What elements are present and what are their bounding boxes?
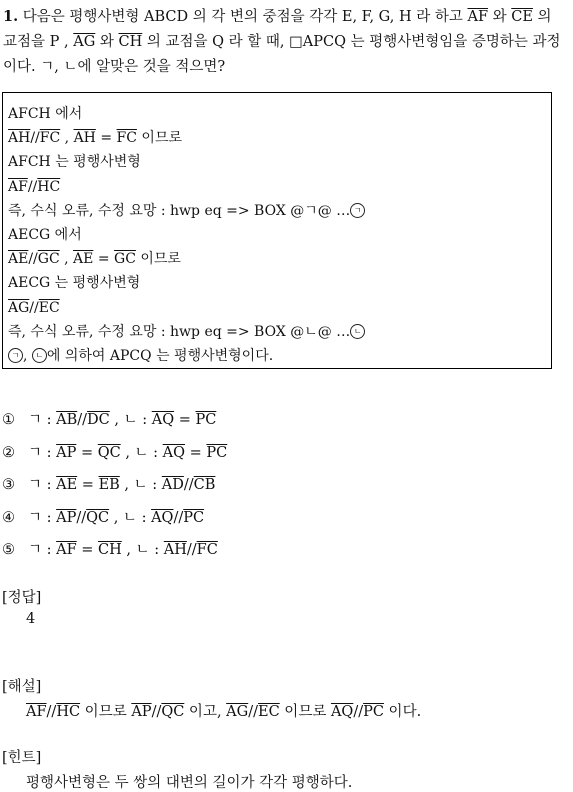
choice-option[interactable] <box>2 534 227 567</box>
proof-text: 이므로 <box>135 251 181 268</box>
explanation-part: 이므로 <box>279 704 331 720</box>
choice-label: ㄱ : <box>28 477 57 493</box>
proof-line: AFCH 는 평행사변형 <box>8 154 141 171</box>
choice-label: , ㄴ : <box>121 542 164 558</box>
circled-mark: ㄴ <box>350 324 365 339</box>
segment: $\overline{AB}$ <box>56 412 78 428</box>
segment: $\overline{AQ}$ <box>330 704 354 720</box>
circled-mark: ㄱ <box>8 348 23 363</box>
question-part: 의 교점을 Q 라 할 때, □APCQ 는 평행사변형임을 증명하는 과정이다. ㄱ, ㄴ에 알맞은 것을 적으면? <box>3 34 561 75</box>
answer-section <box>2 586 41 627</box>
segment: $\overline{FC}$ <box>196 542 218 558</box>
operator: // <box>30 130 40 147</box>
proof-text: 에 의하여 APCQ 는 평행사변형이다. <box>46 347 274 364</box>
proof-line <box>8 247 551 271</box>
choice-number: ⑤ <box>2 542 15 558</box>
choice-option[interactable] <box>2 404 227 437</box>
choice-label: , ㄴ : <box>120 444 163 461</box>
segment: $\overline{EC}$ <box>38 299 60 316</box>
segment: $\overline{PC}$ <box>195 412 217 428</box>
error-text: 즉, 수식 오류, 수정 요망 : hwp eq => BOX @ㄴ@ … <box>8 323 351 340</box>
question-text <box>3 4 569 80</box>
segment: $\overline{AP}$ <box>56 444 77 461</box>
segment: $\overline{AF}$ <box>467 9 489 25</box>
choice-label: , ㄴ : <box>109 412 152 428</box>
question-part: 와 <box>488 9 512 25</box>
segment: $\overline{AQ}$ <box>162 444 186 461</box>
hint-section <box>2 746 352 792</box>
explanation-text <box>2 700 421 721</box>
segment: $\overline{AF}$ <box>56 542 77 558</box>
segment: $\overline{AG}$ <box>226 704 249 720</box>
operator: // <box>77 412 88 428</box>
segment: $\overline{EC}$ <box>258 704 280 720</box>
proof-line: AECG 는 평행사변형 <box>8 275 141 292</box>
segment: $\overline{PC}$ <box>363 704 384 720</box>
segment: $\overline{CH}$ <box>118 34 143 50</box>
explanation-label: [해설] <box>2 679 42 695</box>
choice-label: , ㄴ : <box>119 477 162 493</box>
segment: $\overline{AG}$ <box>73 34 96 50</box>
segment: $\overline{HC}$ <box>56 704 81 720</box>
choice-option[interactable] <box>2 469 227 502</box>
segment: $\overline{GC}$ <box>37 251 60 268</box>
operator: // <box>76 509 87 526</box>
segment: $\overline{QC}$ <box>161 704 185 720</box>
answer-label: [정답] <box>2 590 42 606</box>
segment: $\overline{AD}$ <box>161 477 184 493</box>
operator: // <box>353 704 364 720</box>
segment: $\overline{AH}$ <box>73 130 96 147</box>
operator: // <box>186 542 197 558</box>
segment: $\overline{FC}$ <box>116 130 137 147</box>
proof-line: AECG 에서 <box>8 226 82 243</box>
operator: = <box>93 251 115 268</box>
proof-line: AFCH 에서 <box>8 106 83 122</box>
operator: // <box>46 704 57 720</box>
choice-number: ④ <box>2 509 15 526</box>
error-text: 즉, 수식 오류, 수정 요망 : hwp eq => BOX @ㄱ@ … <box>8 202 351 219</box>
proof-text: 이므로 <box>136 130 182 147</box>
choice-option[interactable] <box>2 437 227 470</box>
operator: = <box>95 130 117 147</box>
segment: $\overline{PC}$ <box>206 444 228 461</box>
choice-number: ③ <box>2 477 15 493</box>
operator: = <box>77 477 99 493</box>
choice-label: ㄱ : <box>28 509 57 526</box>
proof-line <box>8 296 551 320</box>
explanation-section <box>2 675 421 721</box>
segment: $\overline{AF}$ <box>8 178 28 195</box>
separator: , <box>60 130 74 147</box>
proof-line <box>8 126 551 150</box>
operator: // <box>29 299 39 316</box>
explanation-part: 이다. <box>383 704 422 720</box>
segment: $\overline{AE}$ <box>8 251 29 268</box>
segment: $\overline{AP}$ <box>131 704 152 720</box>
segment: $\overline{AG}$ <box>8 299 30 316</box>
explanation-part: 이고, <box>184 704 227 720</box>
question-number: 1. <box>3 8 19 25</box>
choice-label: ㄱ : <box>28 542 57 558</box>
operator: // <box>173 509 184 526</box>
choice-option[interactable] <box>2 502 227 535</box>
segment: $\overline{EB}$ <box>98 477 120 493</box>
segment: $\overline{AQ}$ <box>151 412 175 428</box>
hint-label: [힌트] <box>2 750 42 766</box>
operator: = <box>76 542 99 558</box>
circled-mark: ㄱ <box>350 203 365 218</box>
choices-list <box>2 404 227 567</box>
segment: $\overline{DC}$ <box>87 412 110 428</box>
hint-text: 평행사변형은 두 쌍의 대변의 길이가 각각 평행하다. <box>26 775 353 791</box>
operator: = <box>174 412 196 428</box>
operator: // <box>151 704 162 720</box>
segment: $\overline{GC}$ <box>114 251 136 268</box>
answer-value: 4 <box>26 611 36 627</box>
choice-number: ② <box>2 444 15 461</box>
segment: $\overline{AF}$ <box>26 704 47 720</box>
separator: , <box>23 347 32 364</box>
segment: $\overline{AE}$ <box>73 251 94 268</box>
proof-line <box>8 344 551 368</box>
segment: $\overline{AQ}$ <box>151 509 174 526</box>
segment: $\overline{QC}$ <box>86 509 110 526</box>
operator: // <box>28 251 38 268</box>
choice-number: ① <box>2 412 15 428</box>
question-part: 의 교점을 P , <box>3 9 552 50</box>
choice-label: , ㄴ : <box>109 509 152 526</box>
proof-line <box>8 320 551 344</box>
proof-line <box>8 175 551 199</box>
question-part: 다음은 평행사변형 ABCD 의 각 변의 중점을 각각 E, F, G, H 라 하고 <box>18 9 468 25</box>
segment: $\overline{FC}$ <box>39 130 61 147</box>
proof-box <box>2 92 552 369</box>
operator: // <box>248 704 259 720</box>
operator: // <box>27 178 38 195</box>
proof-line <box>8 199 551 223</box>
question-part: 와 <box>95 34 119 50</box>
separator: , <box>59 251 74 268</box>
segment: $\overline{PC}$ <box>183 509 205 526</box>
choice-label: ㄱ : <box>28 412 57 428</box>
operator: // <box>183 477 194 493</box>
choice-label: ㄱ : <box>28 444 57 461</box>
operator: = <box>185 444 207 461</box>
segment: $\overline{CB}$ <box>193 477 216 493</box>
segment: $\overline{AE}$ <box>56 477 78 493</box>
segment: $\overline{QC}$ <box>97 444 121 461</box>
segment: $\overline{AH}$ <box>8 130 31 147</box>
segment: $\overline{AH}$ <box>163 542 187 558</box>
segment: $\overline{CH}$ <box>98 542 122 558</box>
segment: $\overline{CE}$ <box>511 9 533 25</box>
segment: $\overline{HC}$ <box>37 178 61 195</box>
segment: $\overline{AP}$ <box>56 509 77 526</box>
circled-mark: ㄴ <box>32 348 47 363</box>
explanation-part: 이므로 <box>80 704 132 720</box>
operator: = <box>76 444 98 461</box>
